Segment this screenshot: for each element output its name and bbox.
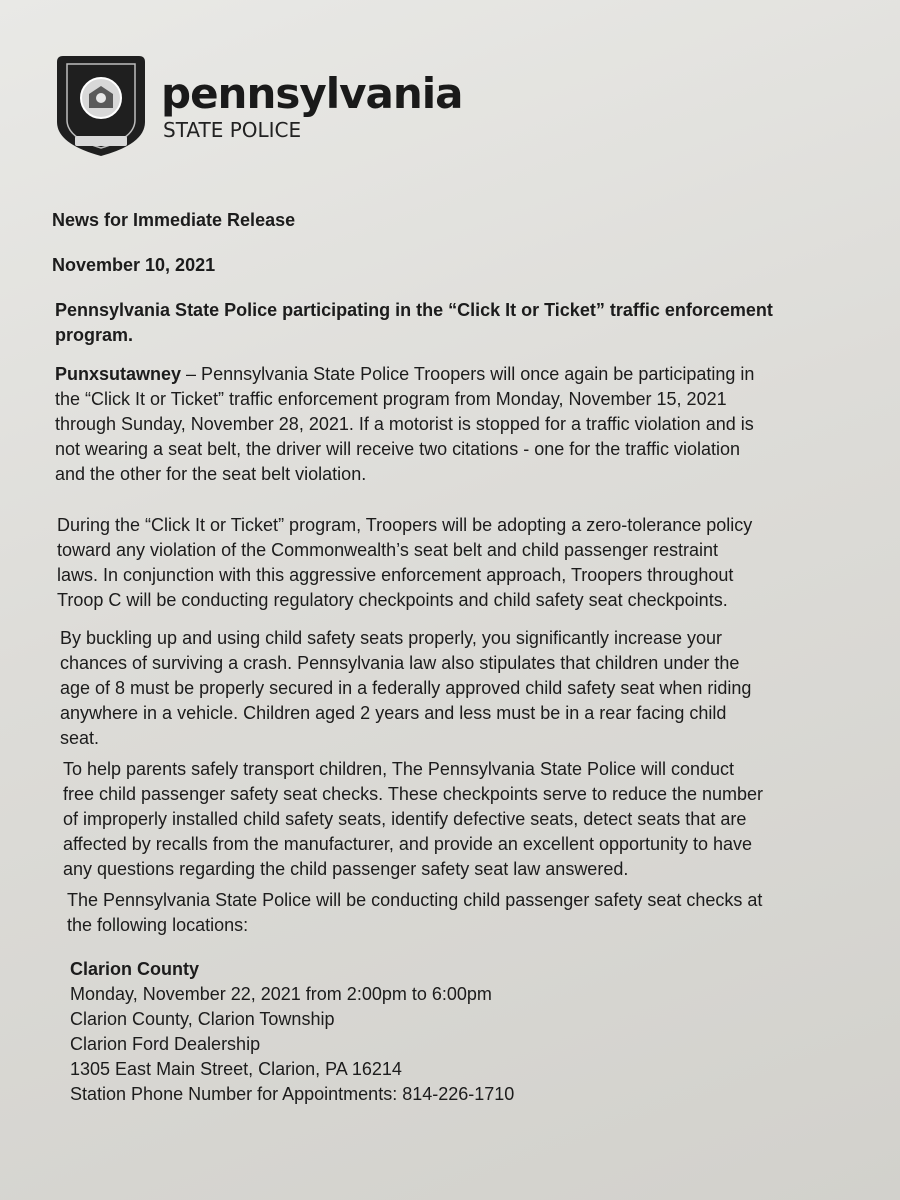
paragraph-line: chances of surviving a crash. Pennsylvania law also stipulates that children under the (60, 653, 740, 673)
headline-line: program. (55, 325, 134, 345)
release-label: News for Immediate Release (52, 210, 296, 230)
release-date: November 10, 2021 (52, 255, 216, 275)
paragraph-line: and the other for the seat belt violation. (55, 464, 367, 484)
paragraph-4 (63, 757, 823, 882)
paragraph-line: not wearing a seat belt, the driver will receive two citations - one for the traffic violation (55, 439, 741, 459)
brand-subtitle: STATE POLICE (163, 118, 302, 142)
paragraph-line: free child passenger safety seat checks. These checkpoints serve to reduce the number (63, 784, 764, 804)
headline-line: Pennsylvania State Police participating in the “Click It or Ticket” traffic enforcement (55, 300, 773, 320)
dateline: Punxsutawney (55, 364, 182, 384)
location-line: Monday, November 22, 2021 from 2:00pm to 6:00pm (70, 984, 492, 1004)
state-police-badge-icon (55, 52, 147, 158)
paragraph-line: the following locations: (67, 915, 249, 935)
location-line: Clarion Ford Dealership (70, 1034, 261, 1054)
paragraph-3 (60, 626, 830, 751)
paragraph-line: any questions regarding the child passenger safety seat law answered. (63, 859, 629, 879)
paragraph-line: through Sunday, November 28, 2021. If a motorist is stopped for a traffic violation and is (55, 414, 754, 434)
paragraph-line: the “Click It or Ticket” traffic enforcement program from Monday, November 15, 2021 (55, 389, 727, 409)
paragraph-line: To help parents safely transport children, The Pennsylvania State Police will conduct (63, 759, 735, 779)
headline (55, 298, 815, 348)
paragraph-5 (67, 888, 827, 938)
paragraph-line: age of 8 must be properly secured in a federally approved child safety seat when riding (60, 678, 752, 698)
paragraph-line: toward any violation of the Commonwealth’s seat belt and child passenger restraint (57, 540, 719, 560)
paragraph-line: anywhere in a vehicle. Children aged 2 years and less must be in a rear facing child (60, 703, 727, 723)
location-county: Clarion County (70, 959, 199, 979)
location-line: 1305 East Main Street, Clarion, PA 16214 (70, 1059, 402, 1079)
paragraph-line: of improperly installed child safety seats, identify defective seats, detect seats that are (63, 809, 747, 829)
paragraph-2 (57, 513, 837, 613)
paragraph-line: seat. (60, 728, 100, 748)
paragraph-1 (55, 362, 840, 487)
paragraph-line: The Pennsylvania State Police will be conducting child passenger safety seat checks at (67, 890, 763, 910)
location-line: Station Phone Number for Appointments: 814-226-1710 (70, 1084, 515, 1104)
paragraph-line: By buckling up and using child safety seats properly, you significantly increase your (60, 628, 723, 648)
paragraph-line: During the “Click It or Ticket” program, Troopers will be adopting a zero-tolerance policy (57, 515, 753, 535)
location-line: Clarion County, Clarion Township (70, 1009, 335, 1029)
location-block (70, 957, 630, 1107)
paragraph-line: affected by recalls from the manufacturer, and provide an excellent opportunity to have (63, 834, 753, 854)
paragraph-line: laws. In conjunction with this aggressive enforcement approach, Troopers throughout (57, 565, 734, 585)
paragraph-line: – Pennsylvania State Police Troopers will once again be participating in (181, 364, 755, 384)
letterhead-logo (55, 52, 462, 158)
paragraph-line: Troop C will be conducting regulatory checkpoints and child safety seat checkpoints. (57, 590, 728, 610)
brand-name: pennsylvania (161, 69, 463, 118)
